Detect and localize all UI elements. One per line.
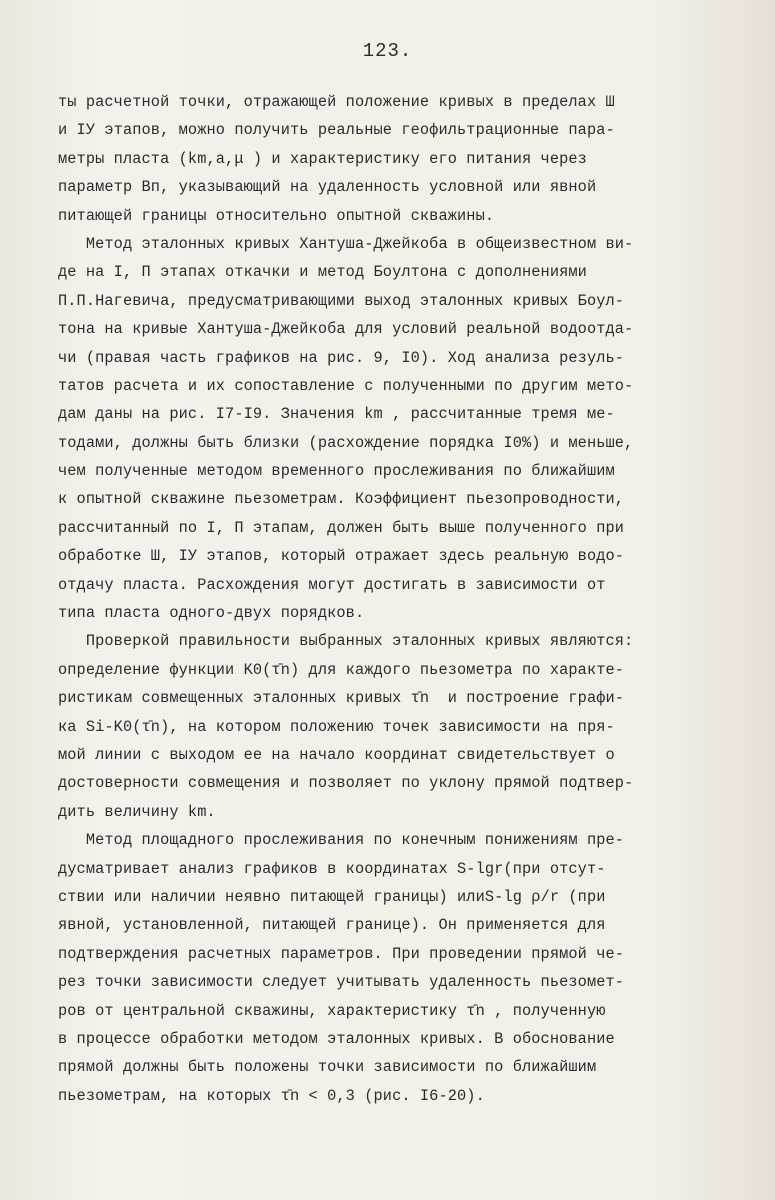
text-line: мой линии с выходом ее на начало координат свидетельствует о — [58, 745, 615, 764]
text-line: обработке Ш, IУ этапов, который отражает здесь реальную водо- — [58, 547, 625, 566]
page-number: 123. — [362, 40, 413, 62]
text-line: де на I, П этапах откачки и метод Боултона с дополнениями — [58, 263, 587, 282]
text-line: дить величину km. — [58, 802, 216, 821]
text-line: П.П.Нагевича, предусматривающими выход эталонных кривых Боул- — [58, 291, 625, 310]
text-line: ров от центральной скважины, характеристику τ̄n , полученную — [58, 1001, 606, 1020]
text-line: явной, установленной, питающей границе). Он применяется для — [58, 916, 606, 935]
text-line: ствии или наличии неявно питающей границы) илиS-lg ρ/r (при — [58, 887, 606, 906]
text-line: питающей границы относительно опытной скважины. — [58, 206, 495, 225]
text-body — [58, 88, 728, 1110]
text-line: ка Si-K0(τ̄n), на котором положению точек зависимости на пря- — [58, 717, 615, 736]
text-line: прямой должны быть положены точки зависимости по ближайшим — [58, 1058, 597, 1077]
text-line: подтверждения расчетных параметров. При проведении прямой че- — [58, 944, 625, 963]
text-line: чи (правая часть графиков на рис. 9, I0). Ход анализа резуль- — [58, 348, 625, 367]
text-line: рассчитанный по I, П этапам, должен быть выше полученного при — [58, 518, 625, 537]
text-line: Метод эталонных кривых Хантуша-Джейкоба в общеизвестном ви- — [58, 234, 634, 253]
text-line: чем полученные методом временного прослеживания по ближайшим — [58, 462, 615, 481]
text-line: и IУ этапов, можно получить реальные геофильтрационные пара- — [58, 121, 615, 140]
text-line: метры пласта (km,a,μ ) и характеристику его питания через — [58, 149, 587, 168]
text-line: дусматривает анализ графиков в координатах S-lgr(при отсут- — [58, 859, 606, 878]
text-line: пьезометрам, на которых τ̄n < 0,3 (рис. I6-20). — [58, 1086, 485, 1105]
text-line: ристикам совмещенных эталонных кривых τ̄n и построение графи- — [58, 689, 625, 708]
text-line: ты расчетной точки, отражающей положение кривых в пределах Ш — [58, 93, 615, 111]
text-line: Метод площадного прослеживания по конечным понижениям пре- — [58, 831, 625, 850]
text-line: тодами, должны быть близки (расхождение порядка I0%) и меньше, — [58, 433, 634, 452]
text-line: тона на кривые Хантуша-Джейкоба для условий реальной водоотда- — [58, 320, 634, 339]
text-line: Проверкой правильности выбранных эталонных кривых являются: — [58, 632, 634, 651]
text-line: в процессе обработки методом эталонных кривых. В обоснование — [58, 1029, 615, 1048]
text-line: определение функции K0(τ̄n) для каждого пьезометра по характе- — [58, 660, 625, 679]
text-line: типа пласта одного-двух порядков. — [58, 604, 365, 623]
text-line: отдачу пласта. Расхождения могут достигать в зависимости от — [58, 575, 606, 594]
text-line: дам даны на рис. I7-I9. Значения km , рассчитанные тремя ме- — [58, 405, 615, 424]
text-line: татов расчета и их сопоставление с полученными по другим мето- — [58, 376, 634, 395]
text-line: достоверности совмещения и позволяет по уклону прямой подтвер- — [58, 774, 634, 793]
text-line: к опытной скважине пьезометрам. Коэффициент пьезопроводности, — [58, 490, 625, 509]
text-line: параметр Bп, указывающий на удаленность условной или явной — [58, 178, 597, 197]
text-line: рез точки зависимости следует учитывать удаленность пьезомет- — [58, 973, 625, 992]
